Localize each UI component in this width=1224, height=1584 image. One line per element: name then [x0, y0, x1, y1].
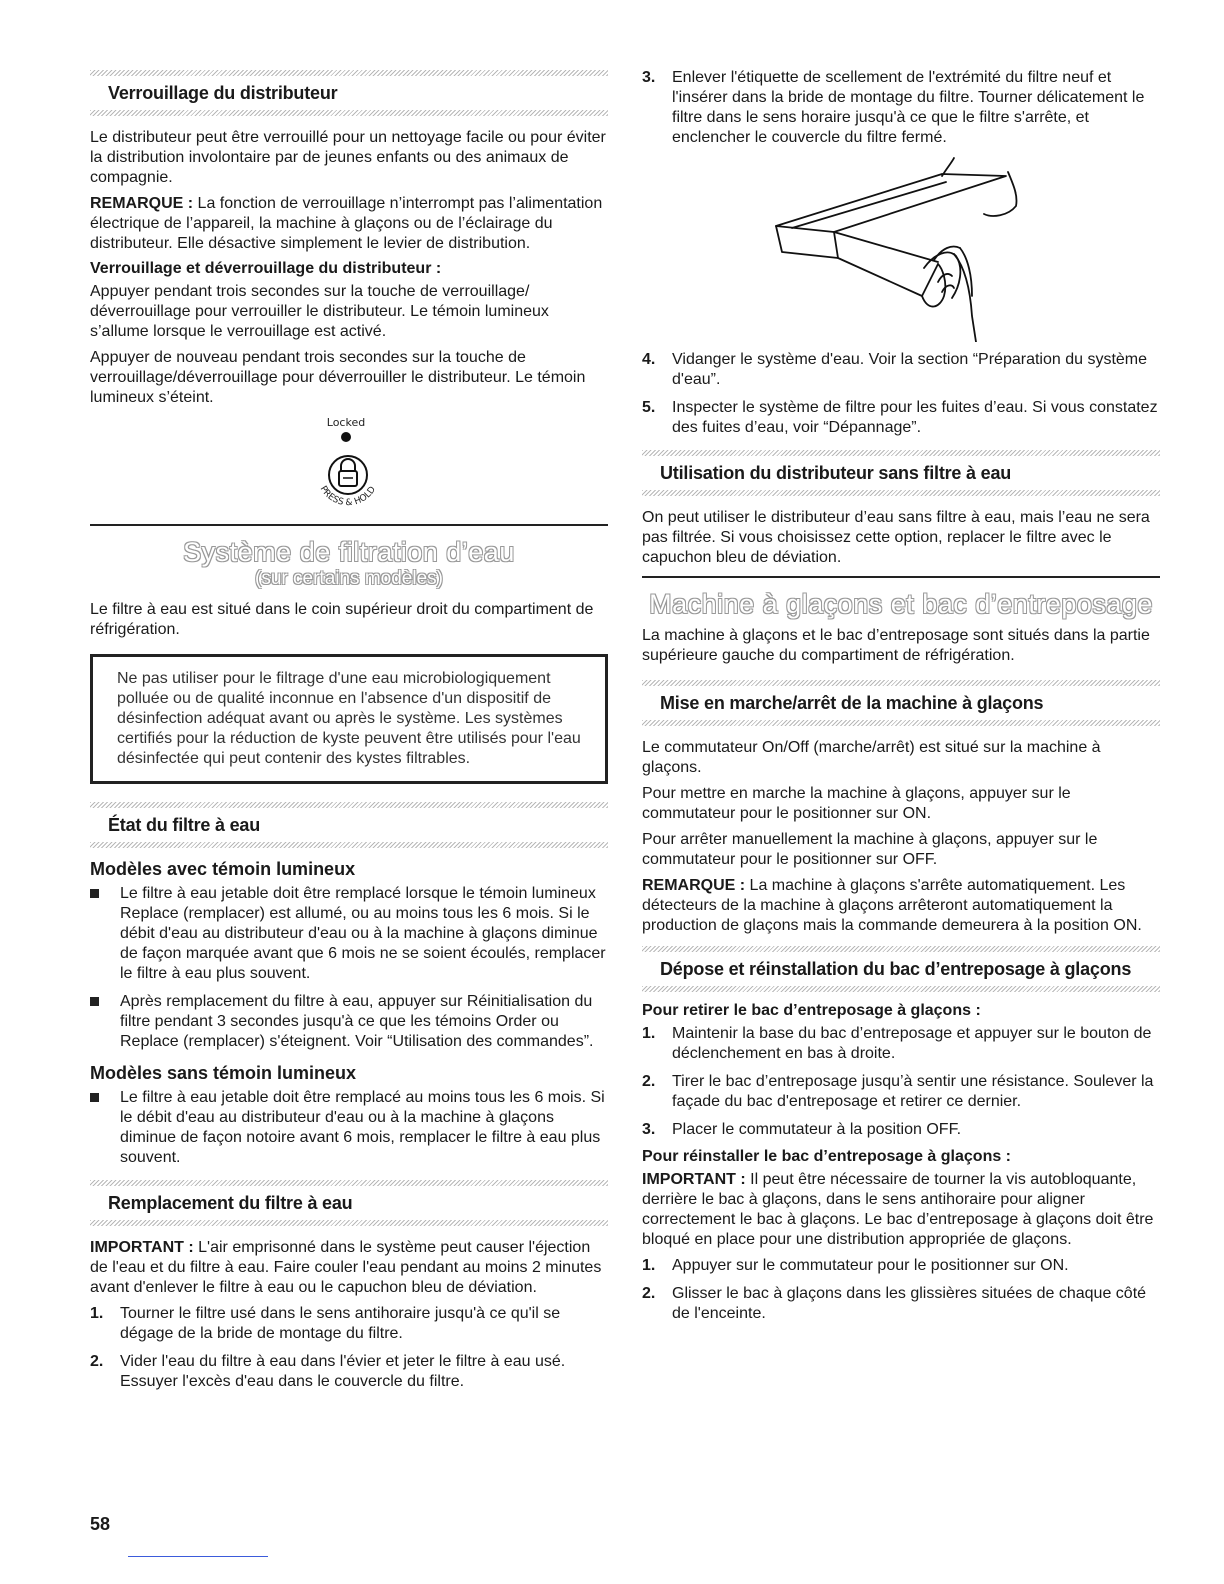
list-item: Après remplacement du filtre à eau, appuyer sur Réinitialisation du filtre pendant 3 secondes jusqu'à ce que les témoins Order ou Replace (remplacer) s'éteignent. Voir “Utilisation des commandes”. — [90, 992, 608, 1052]
paragraph: On peut utiliser le distributeur d’eau sans filtre à eau, mais l’eau ne sera pas filtrée. Si vous choisissez cette option, replacer le filtre avec le capuchon bleu de déviation. — [642, 509, 1150, 566]
section-heading-no-filter: Utilisation du distributeur sans filtre à eau — [660, 463, 1012, 483]
warning-text: Ne pas utiliser pour le filtrage d'une eau microbiologiquement polluée ou de qualité inconnue en l'absence d'un dispositif de désinfection adéquat avant ou après le système. Les systèmes certifiés pour la réduction de kyste peuvent être utilisés pour l'eau désinfectée qui peut contenir des kystes filtrables. — [117, 670, 581, 767]
paragraph: Pour arrêter manuellement la machine à glaçons, appuyer sur le commutateur pour le positionner sur OFF. — [642, 831, 1098, 868]
list-item: Le filtre à eau jetable doit être remplacé lorsque le témoin lumineux Replace (remplacer) est allumé, ou au moins tous les 6 mois. Si le débit d'eau au distributeur d'eau ou à la machine à glaçons diminue de façon marquée avant que 6 mois ne se soient écoulés, remplacer le filtre à eau plus souvent. — [90, 884, 608, 984]
paragraph: Appuyer de nouveau pendant trois secondes sur la touche de verrouillage/déverrouillage pour déverrouiller le distributeur. Le témoin lumineux s’éteint. — [90, 349, 586, 406]
numbered-list — [642, 68, 1160, 148]
note-paragraph: REMARQUE : La machine à glaçons s'arrête automatiquement. Les détecteurs de la machine à glaçons arrêteront automatiquement la production de glaçons mais la commande demeurera à la position ON. — [642, 877, 1142, 934]
paragraph: Pour mettre en marche la machine à glaçons, appuyer sur le commutateur pour le positionner sur ON. — [642, 785, 1071, 822]
remove-title: Pour retirer le bac d’entreposage à glaçons : — [642, 1002, 981, 1019]
hatch-divider — [90, 110, 608, 116]
numbered-list — [642, 350, 1160, 438]
bullet-icon — [90, 997, 99, 1006]
paragraph: Le filtre à eau est situé dans le coin supérieur droit du compartiment de réfrigération. — [90, 601, 594, 638]
list-item: 3. Placer le commutateur à la position OFF. — [642, 1121, 962, 1138]
section-heading-filter-state: État du filtre à eau — [108, 815, 261, 835]
page-number: 58 — [90, 1514, 111, 1534]
hatch-divider — [642, 720, 1160, 726]
models-with-light-heading: Modèles avec témoin lumineux — [90, 859, 356, 879]
list-item: 5. Inspecter le système de filtre pour les fuites d’eau. Si vous constatez des fuites d’eau, voir “Dépannage”. — [642, 399, 1158, 436]
list-item: 3. Enlever l'étiquette de scellement de l'extrémité du filtre neuf et l'insérer dans la bride de montage du filtre. Tourner délicatement le filtre dans le sens horaire jusqu'à ce que le filtre s'arrête, et enclencher le couvercle du filtre fermé. — [642, 69, 1145, 146]
paragraph: Appuyer pendant trois secondes sur la touche de verrouillage/ déverrouillage pour verrouiller le distributeur. Le témoin lumineux s’allume lorsque le verrouillage est activé. — [90, 283, 549, 340]
locked-label: Locked — [326, 416, 366, 429]
note-label: REMARQUE : — [90, 195, 194, 212]
important-paragraph: IMPORTANT : L'air emprisonné dans le système peut causer l'éjection de l'eau et du filtre à eau. Faire couler l'eau pendant au moins 2 minutes avant d'enlever le filtre à eau ou le capuchon bleu de déviation. — [90, 1239, 602, 1296]
note-paragraph — [90, 194, 608, 254]
bullet-icon — [90, 1093, 99, 1102]
lock-icon — [90, 414, 608, 524]
numbered-list — [90, 1304, 608, 1392]
list-item: 1. Tourner le filtre usé dans le sens antihoraire jusqu'à ce qu'il se dégage de la bride de montage du filtre. — [90, 1305, 561, 1342]
list-item: Le filtre à eau jetable doit être remplacé au moins tous les 6 mois. Si le débit d'eau au distributeur d'eau ou à la machine à glaçons diminue de façon notoire avant 6 mois, remplacer le filtre à eau plus souvent. — [90, 1088, 608, 1168]
warning-box — [90, 654, 608, 784]
section-heading-bin: Dépose et réinstallation du bac d’entreposage à glaçons — [660, 959, 1132, 979]
press-hold-label: PRESS & HOLD — [317, 484, 378, 509]
models-without-light-heading: Modèles sans témoin lumineux — [90, 1063, 357, 1083]
list-item: 2. Tirer le bac d’entreposage jusqu’à sentir une résistance. Soulever la façade du bac d'entreposage et retirer ce dernier. — [642, 1073, 1154, 1110]
hatch-divider — [90, 842, 608, 848]
list-item: 4. Vidanger le système d'eau. Voir la section “Préparation du système d'eau”. — [642, 351, 1148, 388]
list-item: 2. Glisser le bac à glaçons dans les glissières situées de chaque côté de l'enceinte. — [642, 1285, 1147, 1322]
hatch-divider — [90, 1220, 608, 1226]
right-column — [642, 68, 1160, 1332]
lock-button-illustration — [90, 414, 608, 524]
bullet-list — [90, 884, 608, 1052]
section-title-ice: Machine à glaçons et bac d’entreposage — [649, 589, 1153, 619]
paragraph: Le commutateur On/Off (marche/arrêt) est situé sur la machine à glaçons. — [642, 739, 1101, 776]
list-item: 1. Appuyer sur le commutateur pour le positionner sur ON. — [642, 1257, 1069, 1274]
list-item: 1. Maintenir la base du bac d’entreposage et appuyer sur le bouton de déclenchement en bas à droite. — [642, 1025, 1152, 1062]
list-item: 2. Vider l'eau du filtre à eau dans l'évier et jeter le filtre à eau usé. Essuyer l'excès d'eau dans le couvercle du filtre. — [90, 1353, 566, 1390]
reinstall-title: Pour réinstaller le bac d’entreposage à glaçons : — [642, 1148, 1012, 1165]
filter-install-illustration — [642, 156, 1160, 342]
filter-illustration — [642, 156, 1160, 342]
left-column — [90, 70, 608, 1400]
paragraph: Le distributeur peut être verrouillé pour un nettoyage facile ou pour éviter la distribution involontaire par de jeunes enfants ou des animaux de compagnie. — [90, 129, 606, 186]
bullet-list — [90, 1088, 608, 1168]
section-heading-lock: Verrouillage du distributeur — [108, 83, 338, 103]
footer-line — [128, 1556, 268, 1557]
section-heading-replace: Remplacement du filtre à eau — [108, 1193, 353, 1213]
note-text: La fonction de verrouillage n’interrompt pas l’alimentation électrique de l’appareil, la machine à glaçons ou de l’éclairage du distributeur. Elle désactive simplement le levier de distribution. — [90, 195, 603, 252]
section-heading-on-off: Mise en marche/arrêt de la machine à glaçons — [660, 693, 1044, 713]
section-subtitle-filtration: (sur certains modèles) — [255, 568, 443, 589]
subtitle: Verrouillage et déverrouillage du distributeur : — [90, 260, 442, 277]
hatch-divider — [642, 986, 1160, 992]
section-title-filtration: Système de filtration d’eau — [183, 537, 515, 567]
section-rule — [90, 524, 608, 526]
important-paragraph: IMPORTANT : Il peut être nécessaire de tourner la vis autobloquante, derrière le bac à glaçons, dans le sens antihoraire pour aligner correctement le bac à glaçons. Le bac d’entreposage à glaçons doit être bloqué en place pour une distribution appropriée de glaçons. — [642, 1171, 1154, 1248]
numbered-list — [642, 1256, 1160, 1324]
section-rule — [642, 576, 1160, 578]
bullet-icon — [90, 889, 99, 898]
hatch-divider — [642, 490, 1160, 496]
numbered-list — [642, 1024, 1160, 1140]
paragraph: La machine à glaçons et le bac d’entreposage sont situés dans la partie supérieure gauche du compartiment de réfrigération. — [642, 627, 1150, 664]
svg-text:PRESS & HOLD — [318, 484, 378, 508]
